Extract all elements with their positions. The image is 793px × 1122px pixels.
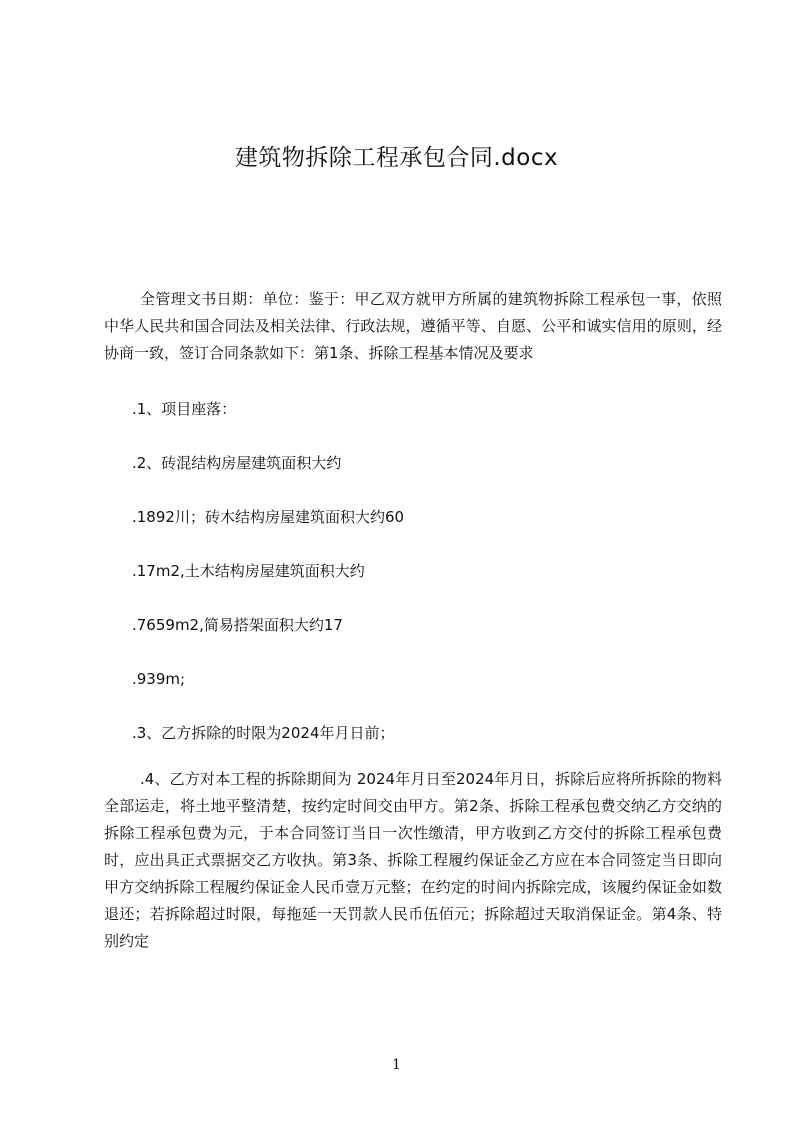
list-item: .3、乙方拆除的时限为2024年月日前； [132, 724, 395, 742]
intro-paragraph: 全管理文书日期：单位：鉴于：甲乙双方就甲方所属的建筑物拆除工程承包一事，依照中华人民共和国合同法及相关法律、行政法规，遵循平等、自愿、公平和诚实信用的原则，经协商一致，签订合同条款如下：第1条、拆除工程基本情况及要求 [104, 290, 722, 362]
list-item: .939m; [132, 670, 186, 688]
list-item: .17m2,土木结构房屋建筑面积大约 [132, 562, 365, 580]
page-number: 1 [392, 1057, 401, 1073]
list-item: .2、砖混结构房屋建筑面积大约 [132, 454, 342, 472]
list-item: .7659m2,简易搭架面积大约17 [132, 616, 343, 634]
list-item: .1、项目座落： [132, 400, 237, 418]
list-item: .1892川；砖木结构房屋建筑面积大约60 [132, 508, 405, 526]
page-title: 建筑物拆除工程承包合同.docx [234, 145, 559, 171]
terms-paragraph: .4、乙方对本工程的拆除期间为 2024年月日至2024年月日，拆除后应将所拆除的物料全部运走，将土地平整清楚，按约定时间交由甲方。第2条、拆除工程承包费交纳乙方交纳的拆除工程承包费为元，于本合同签订当日一次性缴清，甲方收到乙方交付的拆除工程承包费时，应出具正式票据交乙方收执。第3条、拆除工程履约保证金乙方应在本合同签定当日即向甲方交纳拆除工程履约保证金人民币壹万元整；在约定的时间内拆除完成，该履约保证金如数退还；若拆除超过时限，每拖延一天罚款人民币伍佰元；拆除超过天取消保证金。第4条、特别约定 [104, 770, 722, 950]
